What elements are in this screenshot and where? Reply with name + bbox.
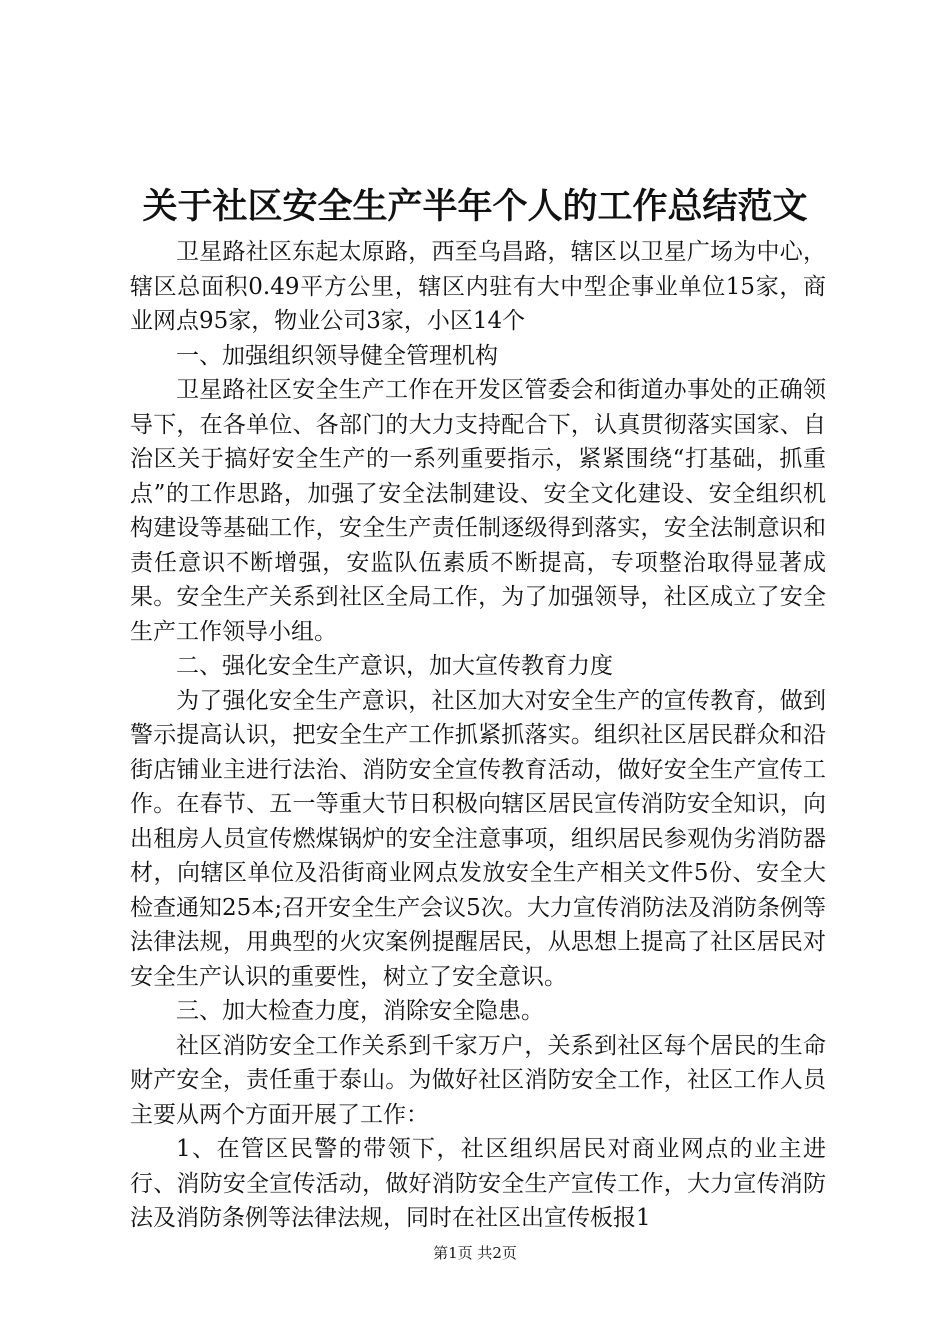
page-footer: 第1页 共2页 (433, 1244, 517, 1262)
paragraph-intro: 卫星路社区东起太原路，西至乌昌路，辖区以卫星广场为中心，辖区总面积0.49平方公里，辖区内驻有大中型企事业单位15家，商业网点95家，物业公司3家，小区14个 (130, 239, 826, 334)
paragraph-section-3: 社区消防安全工作关系到千家万户，关系到社区每个居民的生命财产安全，责任重于泰山。为做好社区消防安全工作，社区工作人员主要从两个方面开展了工作： (130, 1032, 826, 1128)
section-heading-3: 三、加大检查力度，消除安全隐患。 (176, 998, 544, 1024)
paragraph-section-2: 为了强化安全生产意识，社区加大对安全生产的宣传教育，做到警示提高认识，把安全生产工作抓紧抓落实。组织社区居民群众和沿街店铺业主进行法治、消防安全宣传教育活动，做好安全生产宣传工作。在春节、五一等重大节日积极向辖区居民宣传消防安全知识，向出租房人员宣传燃煤锅炉的安全注意事项，组织居民参观伪劣消防器材，向辖区单位及沿街商业网点发放安全生产相关文件5份、安全大检查通知25本;召开安全生产会议5次。大力宣传消防法及消防条例等法律法规，用典型的火灾案例提醒居民，从思想上提高了社区居民对安全生产认识的重要性，树立了安全意识。 (130, 687, 826, 990)
section-heading-1: 一、加强组织领导健全管理机构 (176, 342, 498, 369)
document-title: 关于社区安全生产半年个人的工作总结范文 (142, 186, 808, 227)
document-body (130, 235, 826, 1236)
paragraph-item-1: 1、在管区民警的带领下，社区组织居民对商业网点的业主进行、消防安全宣传活动，做好消防安全生产宣传工作，大力宣传消防法及消防条例等法律法规，同时在社区出宣传板报1 (130, 1136, 826, 1231)
paragraph-section-1: 卫星路社区安全生产工作在开发区管委会和街道办事处的正确领导下，在各单位、各部门的大力支持配合下，认真贯彻落实国家、自治区关于搞好安全生产的一系列重要指示，紧紧围绕“打基础，抓重点”的工作思路，加强了安全法制建设、安全文化建设、安全组织机构建设等基础工作，安全生产责任制逐级得到落实，安全法制意识和责任意识不断增强，安监队伍素质不断提高，专项整治取得显著成果。安全生产关系到社区全局工作，为了加强领导，社区成立了安全生产工作领导小组。 (130, 377, 826, 645)
section-heading-2: 二、强化安全生产意识，加大宣传教育力度 (176, 653, 613, 679)
